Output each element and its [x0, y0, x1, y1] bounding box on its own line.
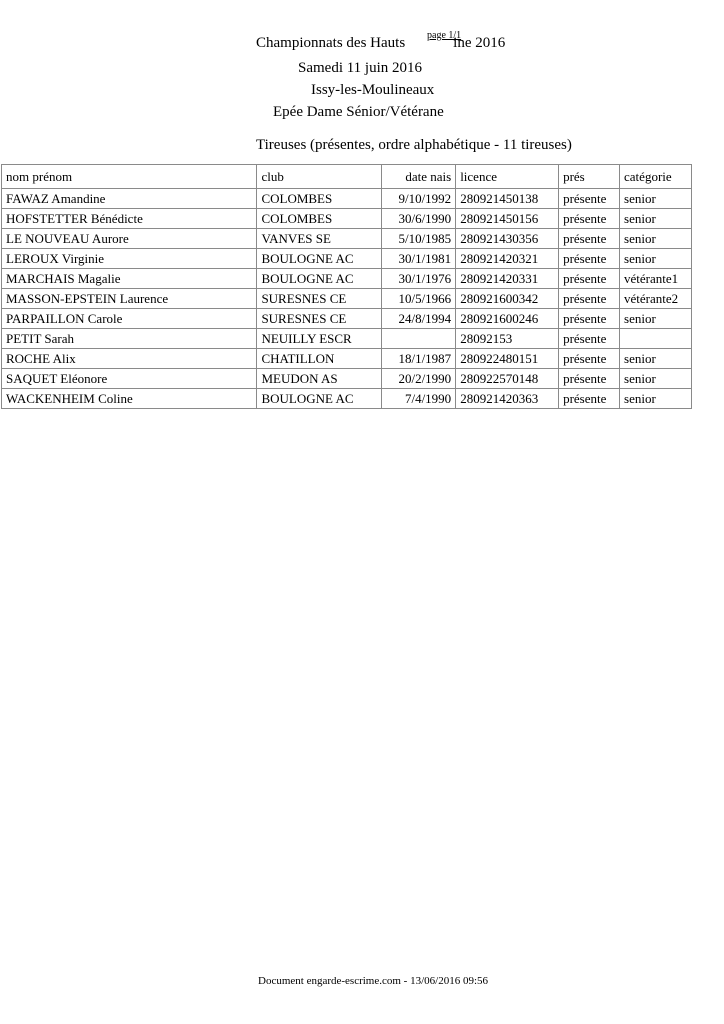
cell-name: HOFSTETTER Bénédicte [2, 209, 257, 229]
column-header-birthdate: date nais [382, 165, 456, 189]
column-header-licence: licence [456, 165, 559, 189]
table-row [2, 309, 692, 329]
cell-name: SAQUET Eléonore [2, 369, 257, 389]
cell-category: vétérante1 [620, 269, 692, 289]
cell-name: MASSON-EPSTEIN Laurence [2, 289, 257, 309]
table-row [2, 389, 692, 409]
cell-birthdate: 9/10/1992 [382, 189, 456, 209]
cell-licence: 280921430356 [456, 229, 559, 249]
cell-presence: présente [559, 269, 620, 289]
cell-presence: présente [559, 209, 620, 229]
cell-presence: présente [559, 369, 620, 389]
title-end: ine 2016 [453, 35, 506, 51]
cell-licence: 280921600342 [456, 289, 559, 309]
cell-birthdate: 30/1/1976 [382, 269, 456, 289]
fencers-table [1, 164, 692, 409]
list-subtitle: Tireuses (présentes, ordre alphabétique - 11 tireuses) [256, 137, 572, 153]
cell-presence: présente [559, 249, 620, 269]
cell-club: COLOMBES [257, 189, 382, 209]
cell-presence: présente [559, 389, 620, 409]
page-title [256, 34, 505, 52]
cell-category: senior [620, 249, 692, 269]
cell-birthdate: 20/2/1990 [382, 369, 456, 389]
table-row [2, 249, 692, 269]
column-header-club: club [257, 165, 382, 189]
cell-licence: 280921450138 [456, 189, 559, 209]
table-row [2, 349, 692, 369]
cell-licence: 280921450156 [456, 209, 559, 229]
cell-presence: présente [559, 289, 620, 309]
cell-club: BOULOGNE AC [257, 249, 382, 269]
cell-club: MEUDON AS [257, 369, 382, 389]
cell-birthdate: 18/1/1987 [382, 349, 456, 369]
cell-club: BOULOGNE AC [257, 269, 382, 289]
cell-name: WACKENHEIM Coline [2, 389, 257, 409]
cell-licence: 280921420363 [456, 389, 559, 409]
table-row [2, 229, 692, 249]
event-date: Samedi 11 juin 2016 [298, 60, 423, 76]
cell-category: senior [620, 209, 692, 229]
cell-name: ROCHE Alix [2, 349, 257, 369]
cell-club: COLOMBES [257, 209, 382, 229]
cell-category: senior [620, 229, 692, 249]
table-row [2, 329, 692, 349]
cell-category: senior [620, 349, 692, 369]
cell-club: NEUILLY ESCR [257, 329, 382, 349]
event-category: Epée Dame Sénior/Vétérane [273, 104, 444, 120]
cell-club: SURESNES CE [257, 309, 382, 329]
document-footer: Document engarde-escrime.com - 13/06/2016 09:56 [258, 975, 489, 987]
column-header-category: catégorie [620, 165, 692, 189]
cell-birthdate: 7/4/1990 [382, 389, 456, 409]
cell-name: PARPAILLON Carole [2, 309, 257, 329]
cell-licence: 280921420321 [456, 249, 559, 269]
cell-club: SURESNES CE [257, 289, 382, 309]
cell-birthdate: 10/5/1966 [382, 289, 456, 309]
table-row [2, 369, 692, 389]
column-header-name: nom prénom [2, 165, 257, 189]
cell-name: FAWAZ Amandine [2, 189, 257, 209]
cell-licence: 280921420331 [456, 269, 559, 289]
cell-club: VANVES SE [257, 229, 382, 249]
cell-name: LEROUX Virginie [2, 249, 257, 269]
cell-category: senior [620, 389, 692, 409]
cell-birthdate: 30/6/1990 [382, 209, 456, 229]
cell-club: BOULOGNE AC [257, 389, 382, 409]
cell-club: CHATILLON [257, 349, 382, 369]
cell-licence: 280922570148 [456, 369, 559, 389]
table-header-row [2, 165, 692, 189]
cell-category: senior [620, 369, 692, 389]
cell-category: senior [620, 309, 692, 329]
cell-presence: présente [559, 229, 620, 249]
cell-birthdate: 30/1/1981 [382, 249, 456, 269]
cell-presence: présente [559, 309, 620, 329]
cell-name: MARCHAIS Magalie [2, 269, 257, 289]
title-start: Championnats des Hauts [256, 35, 406, 51]
cell-category: senior [620, 189, 692, 209]
cell-birthdate: 5/10/1985 [382, 229, 456, 249]
table-row [2, 189, 692, 209]
table-row [2, 269, 692, 289]
cell-name: PETIT Sarah [2, 329, 257, 349]
cell-birthdate [382, 329, 456, 349]
cell-presence: présente [559, 349, 620, 369]
cell-category [620, 329, 692, 349]
cell-licence: 280921600246 [456, 309, 559, 329]
table-row [2, 289, 692, 309]
table-body [2, 189, 692, 409]
cell-name: LE NOUVEAU Aurore [2, 229, 257, 249]
cell-presence: présente [559, 189, 620, 209]
cell-presence: présente [559, 329, 620, 349]
cell-licence: 28092153 [456, 329, 559, 349]
column-header-presence: prés [559, 165, 620, 189]
cell-licence: 280922480151 [456, 349, 559, 369]
event-location: Issy-les-Moulineaux [311, 82, 435, 98]
cell-category: vétérante2 [620, 289, 692, 309]
cell-birthdate: 24/8/1994 [382, 309, 456, 329]
page-number: page 1/1 [427, 30, 462, 41]
table-row [2, 209, 692, 229]
